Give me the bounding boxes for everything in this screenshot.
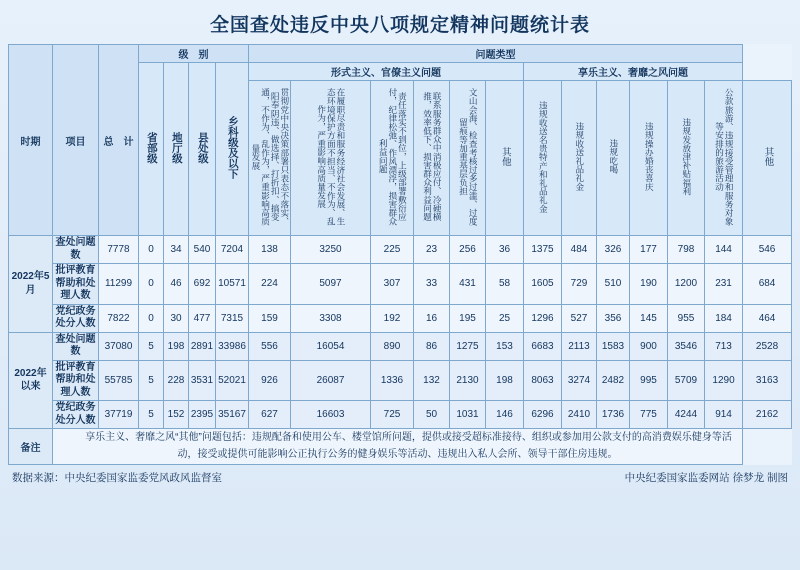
data-cell: 7778 bbox=[99, 236, 139, 264]
table-row bbox=[9, 304, 792, 332]
footer-source: 数据来源：中央纪委国家监委党风政风监督室 bbox=[12, 472, 222, 484]
data-cell: 914 bbox=[705, 401, 743, 429]
data-cell: 25 bbox=[486, 304, 524, 332]
data-cell: 190 bbox=[630, 264, 668, 305]
data-cell: 2891 bbox=[189, 332, 216, 360]
header-item: 项目 bbox=[53, 45, 99, 236]
data-cell: 58 bbox=[486, 264, 524, 305]
data-cell: 0 bbox=[139, 236, 164, 264]
data-cell: 540 bbox=[189, 236, 216, 264]
data-cell: 464 bbox=[743, 304, 792, 332]
row-label: 查处问题数 bbox=[53, 332, 99, 360]
data-cell: 3546 bbox=[668, 332, 705, 360]
header-hedonism-group: 享乐主义、奢靡之风问题 bbox=[524, 63, 743, 81]
data-cell: 4244 bbox=[668, 401, 705, 429]
data-cell: 50 bbox=[414, 401, 450, 429]
data-cell: 1336 bbox=[371, 360, 414, 401]
data-cell: 1296 bbox=[524, 304, 562, 332]
header-hedonism-8: 违规操办婚丧喜庆 bbox=[630, 81, 668, 236]
data-cell: 177 bbox=[630, 236, 668, 264]
data-cell: 926 bbox=[249, 360, 291, 401]
data-cell: 6683 bbox=[524, 332, 562, 360]
footer-credit: 中央纪委国家监委网站 徐梦龙 制图 bbox=[624, 472, 788, 484]
data-cell: 138 bbox=[249, 236, 291, 264]
data-cell: 955 bbox=[668, 304, 705, 332]
data-cell: 798 bbox=[668, 236, 705, 264]
data-cell: 1031 bbox=[450, 401, 486, 429]
data-cell: 5709 bbox=[668, 360, 705, 401]
data-cell: 11299 bbox=[99, 264, 139, 305]
row-label: 党纪政务处分人数 bbox=[53, 304, 99, 332]
data-cell: 231 bbox=[705, 264, 743, 305]
data-cell: 890 bbox=[371, 332, 414, 360]
header-hedonism-3: 违规吃喝 bbox=[597, 81, 630, 236]
data-cell: 1375 bbox=[524, 236, 562, 264]
data-cell: 86 bbox=[414, 332, 450, 360]
data-cell: 3308 bbox=[291, 304, 371, 332]
data-cell: 1736 bbox=[597, 401, 630, 429]
data-cell: 146 bbox=[486, 401, 524, 429]
data-cell: 33986 bbox=[216, 332, 249, 360]
header-time: 时期 bbox=[9, 45, 53, 236]
data-cell: 725 bbox=[371, 401, 414, 429]
data-cell: 2528 bbox=[743, 332, 792, 360]
data-cell: 23 bbox=[414, 236, 450, 264]
header-level-0: 省部级 bbox=[139, 63, 164, 236]
data-cell: 37719 bbox=[99, 401, 139, 429]
data-cell: 16603 bbox=[291, 401, 371, 429]
note-label: 备注 bbox=[9, 429, 53, 465]
table-row bbox=[9, 264, 792, 305]
data-cell: 26087 bbox=[291, 360, 371, 401]
data-cell: 5 bbox=[139, 332, 164, 360]
row-label: 批评教育帮助和处理人数 bbox=[53, 264, 99, 305]
data-cell: 900 bbox=[630, 332, 668, 360]
data-cell: 1290 bbox=[705, 360, 743, 401]
data-cell: 484 bbox=[562, 236, 597, 264]
data-cell: 546 bbox=[743, 236, 792, 264]
table-body bbox=[9, 236, 792, 429]
data-cell: 52021 bbox=[216, 360, 249, 401]
data-cell: 195 bbox=[450, 304, 486, 332]
data-cell: 30 bbox=[164, 304, 189, 332]
data-cell: 228 bbox=[164, 360, 189, 401]
header-hedonism-1: 违规收送礼品礼金 bbox=[562, 81, 597, 236]
data-cell: 184 bbox=[705, 304, 743, 332]
data-cell: 16054 bbox=[291, 332, 371, 360]
data-cell: 775 bbox=[630, 401, 668, 429]
header-level-1: 地厅级 bbox=[164, 63, 189, 236]
data-cell: 55785 bbox=[99, 360, 139, 401]
data-cell: 556 bbox=[249, 332, 291, 360]
data-cell: 132 bbox=[414, 360, 450, 401]
table-row bbox=[9, 236, 792, 264]
header-hedonism-11: 其他 bbox=[743, 81, 792, 236]
data-cell: 1275 bbox=[450, 332, 486, 360]
data-cell: 2162 bbox=[743, 401, 792, 429]
data-cell: 3250 bbox=[291, 236, 371, 264]
table-row bbox=[9, 401, 792, 429]
header-formalism-3: 联系服务群众中消极应付、冷硬横推，效率低下、损害群众利益问题 bbox=[414, 81, 450, 236]
period-cell: 2022年以来 bbox=[9, 332, 53, 429]
row-label: 查处问题数 bbox=[53, 236, 99, 264]
row-label: 批评教育帮助和处理人数 bbox=[53, 360, 99, 401]
data-cell: 627 bbox=[249, 401, 291, 429]
footer bbox=[8, 465, 792, 485]
header-problem-type-group: 问题类型 bbox=[249, 45, 743, 63]
data-cell: 356 bbox=[597, 304, 630, 332]
data-cell: 159 bbox=[249, 304, 291, 332]
data-cell: 10571 bbox=[216, 264, 249, 305]
data-cell: 995 bbox=[630, 360, 668, 401]
data-cell: 1200 bbox=[668, 264, 705, 305]
data-cell: 34 bbox=[164, 236, 189, 264]
period-cell: 2022年5月 bbox=[9, 236, 53, 333]
data-cell: 0 bbox=[139, 304, 164, 332]
header-formalism-4: 文山会海、检查考核过多过滥、过度留痕等加重基层负担 bbox=[450, 81, 486, 236]
data-cell: 7204 bbox=[216, 236, 249, 264]
header-formalism-1: 在履职尽责和服务经济社会发展、生态环境保护方面不担当、不作为、乱作为，严重影响高质量发展 bbox=[291, 81, 371, 236]
data-cell: 684 bbox=[743, 264, 792, 305]
data-cell: 152 bbox=[164, 401, 189, 429]
header-total: 总 计 bbox=[99, 45, 139, 236]
data-cell: 1605 bbox=[524, 264, 562, 305]
data-cell: 5 bbox=[139, 360, 164, 401]
data-cell: 0 bbox=[139, 264, 164, 305]
header-hedonism-0: 违规收送名贵特产和礼品礼金 bbox=[524, 81, 562, 236]
data-cell: 1583 bbox=[597, 332, 630, 360]
data-cell: 153 bbox=[486, 332, 524, 360]
data-cell: 510 bbox=[597, 264, 630, 305]
data-cell: 7315 bbox=[216, 304, 249, 332]
header-level-2: 县处级 bbox=[189, 63, 216, 236]
data-cell: 256 bbox=[450, 236, 486, 264]
data-cell: 198 bbox=[486, 360, 524, 401]
data-cell: 713 bbox=[705, 332, 743, 360]
data-cell: 3163 bbox=[743, 360, 792, 401]
header-level-group: 级 别 bbox=[139, 45, 249, 63]
header-level-3: 乡科级及以下 bbox=[216, 63, 249, 236]
data-cell: 36 bbox=[486, 236, 524, 264]
data-cell: 2113 bbox=[562, 332, 597, 360]
data-cell: 5097 bbox=[291, 264, 371, 305]
data-cell: 527 bbox=[562, 304, 597, 332]
header-formalism-5: 其他 bbox=[486, 81, 524, 236]
data-cell: 6296 bbox=[524, 401, 562, 429]
data-cell: 144 bbox=[705, 236, 743, 264]
data-cell: 7822 bbox=[99, 304, 139, 332]
table-row bbox=[9, 360, 792, 401]
data-cell: 2410 bbox=[562, 401, 597, 429]
data-cell: 224 bbox=[249, 264, 291, 305]
data-cell: 431 bbox=[450, 264, 486, 305]
table-row bbox=[9, 332, 792, 360]
data-cell: 307 bbox=[371, 264, 414, 305]
data-cell: 477 bbox=[189, 304, 216, 332]
data-cell: 5 bbox=[139, 401, 164, 429]
header-formalism-0: 贯彻党中央决策部署只表态不落实、阳奉阴违、做选择、打折扣、搞变通，不作为、乱作为，严重影响高质量发展 bbox=[249, 81, 291, 236]
data-cell: 8063 bbox=[524, 360, 562, 401]
note-text: 享乐主义、奢靡之风“其他”问题包括：违规配备和使用公车、楼堂馆所问题，提供或接受超标准接待、组织或参加用公款支付的高消费娱乐健身等活动，接受或提供可能影响公正执行公务的健身娱乐等活动、违规出入私人会所、领导干部住房违规。 bbox=[53, 429, 743, 465]
data-cell: 33 bbox=[414, 264, 450, 305]
header-formalism-group: 形式主义、官僚主义问题 bbox=[249, 63, 524, 81]
data-cell: 3274 bbox=[562, 360, 597, 401]
data-cell: 2482 bbox=[597, 360, 630, 401]
data-cell: 225 bbox=[371, 236, 414, 264]
data-cell: 145 bbox=[630, 304, 668, 332]
data-cell: 198 bbox=[164, 332, 189, 360]
data-cell: 37080 bbox=[99, 332, 139, 360]
row-label: 党纪政务处分人数 bbox=[53, 401, 99, 429]
header-hedonism-10: 公款旅游、违规接受管理和服务对象等安排的旅游活动 bbox=[705, 81, 743, 236]
header-hedonism-9: 违规发放津补贴福利 bbox=[668, 81, 705, 236]
statistics-table bbox=[8, 44, 792, 465]
data-cell: 35167 bbox=[216, 401, 249, 429]
data-cell: 729 bbox=[562, 264, 597, 305]
data-cell: 192 bbox=[371, 304, 414, 332]
data-cell: 326 bbox=[597, 236, 630, 264]
data-cell: 46 bbox=[164, 264, 189, 305]
data-cell: 2130 bbox=[450, 360, 486, 401]
data-cell: 16 bbox=[414, 304, 450, 332]
data-cell: 3531 bbox=[189, 360, 216, 401]
page-title: 全国查处违反中央八项规定精神问题统计表 bbox=[209, 15, 590, 36]
data-cell: 2395 bbox=[189, 401, 216, 429]
data-cell: 692 bbox=[189, 264, 216, 305]
header-formalism-2: 责任落实不到位，上级部署敷衍应付，纪律松弛、作风漂浮，损害群众利益问题 bbox=[371, 81, 414, 236]
